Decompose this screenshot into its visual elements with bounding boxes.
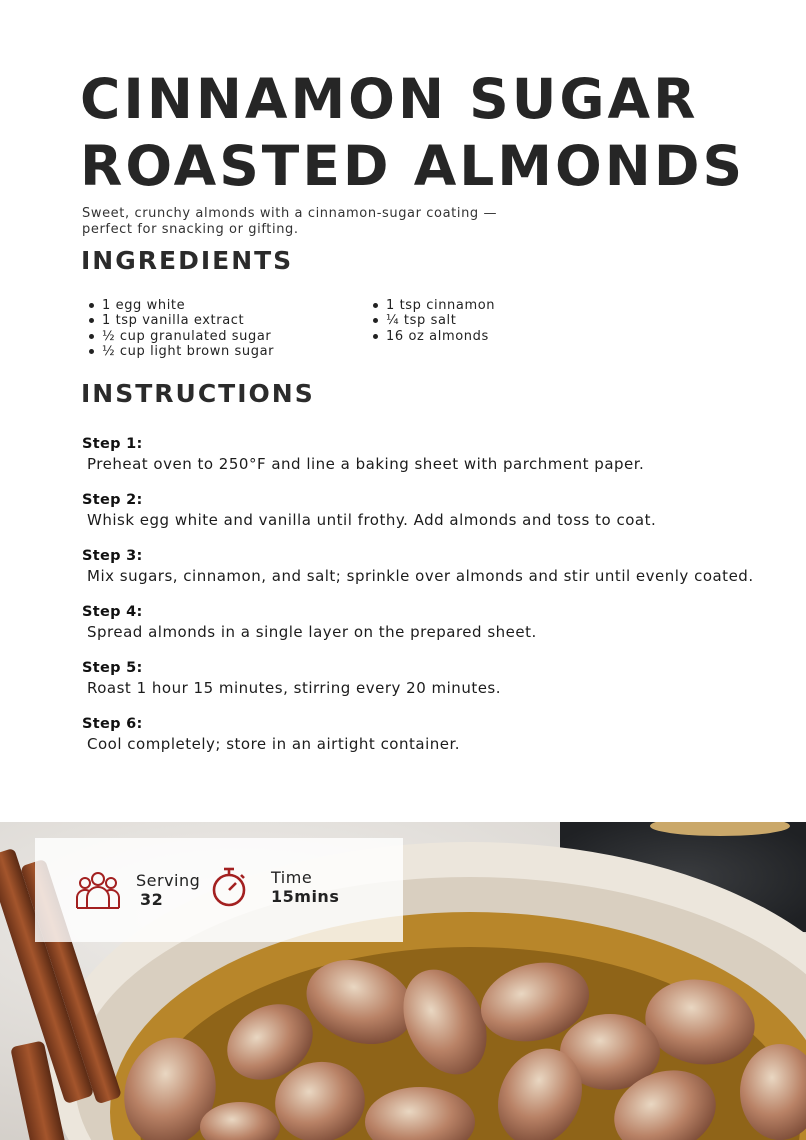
recipe-title-line: ROASTED ALMONDS [80,134,746,198]
ingredients-list-right [366,298,495,344]
recipe-info-card [35,838,403,942]
step-text: Cool completely; store in an airtight container. [87,735,461,753]
step-label: Step 2: [82,492,143,508]
ingredient-item: 1 tsp cinnamon [366,298,495,313]
step-block [82,658,762,698]
step-label: Step 4: [82,604,143,620]
ingredients-list-left [82,298,274,359]
ingredients-heading: INGREDIENTS [81,246,294,275]
people-icon [75,870,121,910]
step-block [82,714,762,754]
subtitle-line: Sweet, crunchy almonds with a cinnamon-sugar coating — [82,206,498,221]
step-label: Step 3: [82,548,143,564]
subtitle-line: perfect for snacking or gifting. [82,222,299,237]
step-label: Step 5: [82,660,143,676]
ingredient-item: ½ cup granulated sugar [82,329,274,344]
time-label: Time [271,868,313,887]
step-block [82,490,762,530]
recipe-subtitle [82,206,562,238]
ingredient-item: 1 tsp vanilla extract [82,313,274,328]
step-block [82,602,762,642]
stopwatch-icon [211,866,247,908]
step-label: Step 6: [82,716,143,732]
instructions-heading: INSTRUCTIONS [81,379,315,408]
instructions-steps [82,434,762,770]
step-text: Spread almonds in a single layer on the prepared sheet. [87,623,537,641]
ingredient-item: 16 oz almonds [366,329,495,344]
step-text: Mix sugars, cinnamon, and salt; sprinkle over almonds and stir until evenly coated. [87,567,754,585]
recipe-title-line: CINNAMON SUGAR [80,67,699,131]
step-text: Preheat oven to 250°F and line a baking sheet with parchment paper. [87,455,645,473]
recipe-title [80,66,780,200]
step-label: Step 1: [82,436,143,452]
step-text: Roast 1 hour 15 minutes, stirring every 20 minutes. [87,679,502,697]
step-block [82,546,762,586]
ingredient-item: ½ cup light brown sugar [82,344,274,359]
serving-value: 32 [140,890,164,909]
time-value: 15mins [271,887,340,906]
ingredient-item: 1 egg white [82,298,274,313]
ingredient-item: ¼ tsp salt [366,313,495,328]
step-text: Whisk egg white and vanilla until frothy. Add almonds and toss to coat. [87,511,657,529]
step-block [82,434,762,474]
serving-label: Serving [136,871,201,890]
